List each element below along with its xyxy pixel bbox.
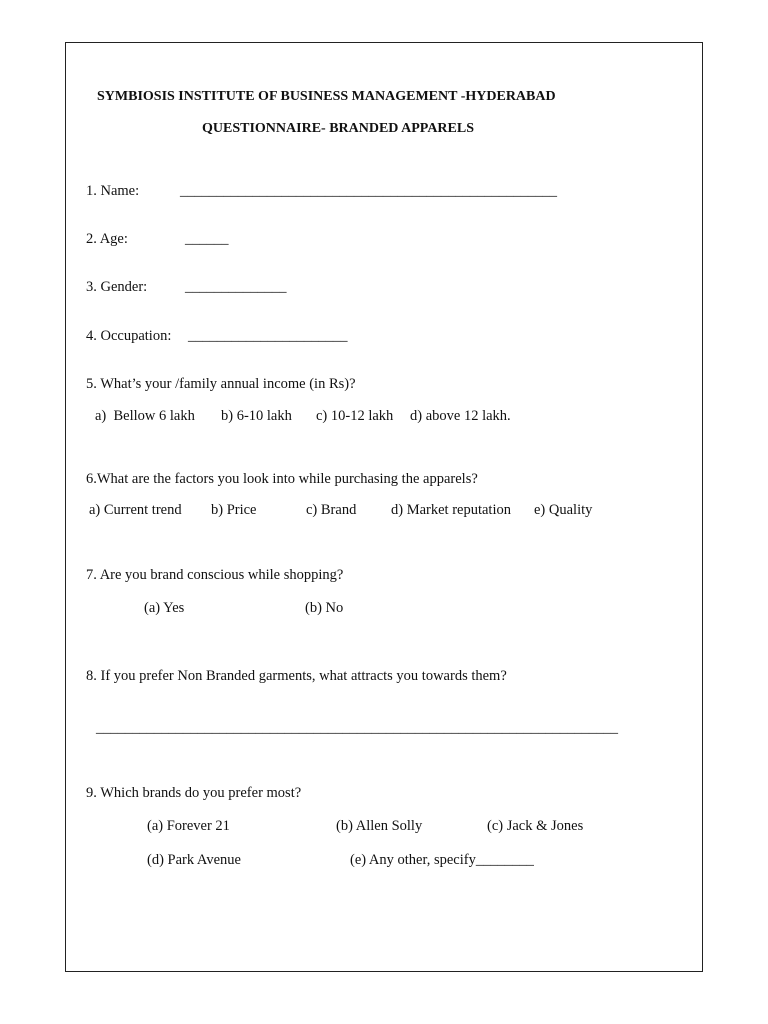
- q8-answer-blank: ________________________________________________________________________: [96, 720, 618, 736]
- q9-option-e: (e) Any other, specify________: [350, 852, 534, 868]
- questionnaire-title: QUESTIONNAIRE- BRANDED APPARELS: [202, 121, 475, 136]
- q6-option-e: e) Quality: [534, 502, 593, 518]
- q9-option-d: (d) Park Avenue: [147, 852, 241, 868]
- q9-label: 9. Which brands do you prefer most?: [86, 785, 302, 801]
- institute-heading: SYMBIOSIS INSTITUTE OF BUSINESS MANAGEMENT -HYDERABAD: [97, 89, 556, 104]
- q1-label: 1. Name:: [86, 183, 140, 199]
- q6-option-a: a) Current trend: [89, 502, 182, 518]
- q6-option-c: c) Brand: [306, 502, 357, 518]
- q3-gender-blank: ______________: [185, 279, 287, 295]
- q5-label: 5. What’s your /family annual income (in Rs)?: [86, 376, 356, 392]
- q1-name-blank: ____________________________________________________: [180, 183, 557, 199]
- q7-option-b: (b) No: [305, 600, 344, 616]
- q7-label: 7. Are you brand conscious while shopping?: [86, 567, 344, 583]
- q9-option-c: (c) Jack & Jones: [487, 818, 584, 834]
- q5-option-b: b) 6-10 lakh: [221, 408, 292, 424]
- q3-label: 3. Gender:: [86, 279, 148, 295]
- q9-option-b: (b) Allen Solly: [336, 818, 423, 834]
- q8-label: 8. If you prefer Non Branded garments, what attracts you towards them?: [86, 668, 507, 684]
- q4-label: 4. Occupation:: [86, 328, 172, 344]
- q6-option-d: d) Market reputation: [391, 502, 511, 518]
- q6-label: 6.What are the factors you look into while purchasing the apparels?: [86, 471, 478, 487]
- q5-option-d: d) above 12 lakh.: [410, 408, 511, 424]
- q7-option-a: (a) Yes: [144, 600, 185, 616]
- q5-option-c: c) 10-12 lakh: [316, 408, 394, 424]
- q5-option-a: a) Bellow 6 lakh: [95, 408, 195, 424]
- q2-age-blank: ______: [185, 231, 229, 247]
- q4-occupation-blank: ______________________: [188, 328, 348, 344]
- q2-label: 2. Age:: [86, 231, 128, 247]
- q9-option-a: (a) Forever 21: [147, 818, 230, 834]
- q6-option-b: b) Price: [211, 502, 257, 518]
